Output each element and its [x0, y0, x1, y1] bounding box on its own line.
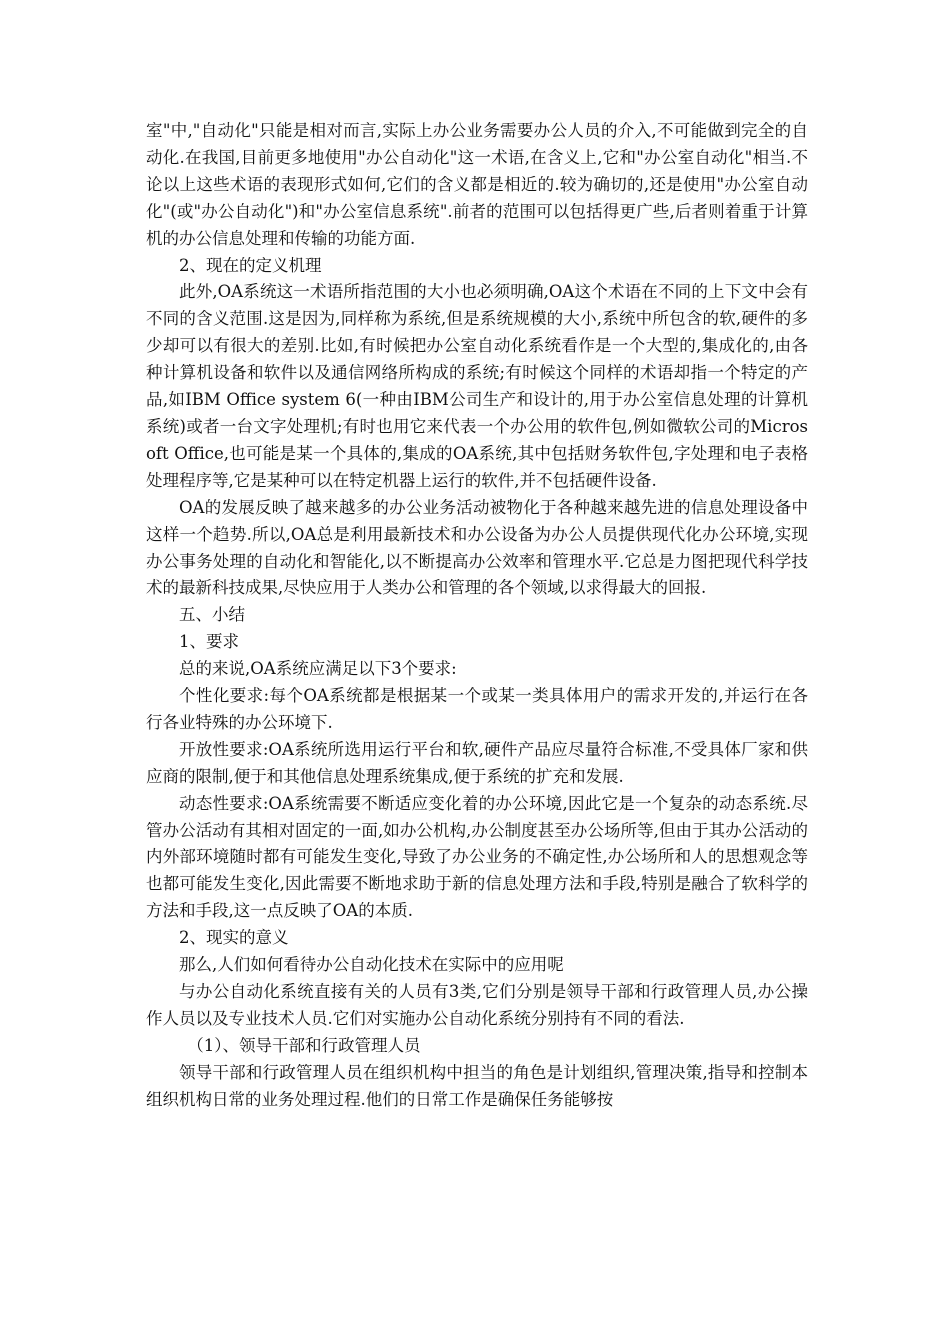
section-heading-requirements: 1、要求 — [179, 632, 239, 652]
document-page — [146, 118, 808, 1114]
section-heading-summary: 五、小结 — [179, 605, 245, 625]
paragraph-leaders-role: 领导干部和行政管理人员在组织机构中担当的角色是计划组织,管理决策,指导和控制本组织机构日常的业务处理过程.他们的日常工作是确保任务能够按 — [146, 1062, 808, 1109]
section-heading-definition-mechanism: 2、现在的定义机理 — [179, 255, 322, 275]
paragraph-continued: 室"中,"自动化"只能是相对而言,实际上办公业务需要办公人员的介入,不可能做到完全的自动化.在我国,目前更多地使用"办公自动化"这一术语,在含义上,它和"办公室自动化"相当.不论以上这些术语的表现形式如何,它们的含义都是相近的.较为确切的,还是使用"办公室自动化"(或"办公自动化")和"办公室信息系统".前者的范围可以包括得更广些,后者则着重于计算机的办公信息处理和传输的功能方面. — [146, 121, 808, 248]
subsection-heading-leaders: （1）、领导干部和行政管理人员 — [187, 1035, 421, 1055]
paragraph-oa-scope: 此外,OA系统这一术语所指范围的大小也必须明确,OA这个术语在不同的上下文中会有不同的含义范围.这是因为,同样称为系统,但是系统规模的大小,系统中所包含的软,硬件的多少却可以有很大的差别.比如,有时候把办公室自动化系统看作是一个大型的,集成化的,由各种计算机设备和软件以及通信网络所构成的系统;有时候这个同样的术语却指一个特定的产品,如IBM Office system 6(一种由IBM公司生产和设计的,用于办公室信息处理的计算机系统)或者一台文字处理机;有时也用它来代表一个办公用的软件包,例如微软公司的Microsoft Office,也可能是某一个具体的,集成的OA系统,其中包括财务软件包,字处理和电子表格处理程序等,它是某种可以在特定机器上运行的软件,并不包括硬件设备. — [146, 282, 808, 490]
paragraph-dynamics: 动态性要求:OA系统需要不断适应变化着的办公环境,因此它是一个复杂的动态系统.尽管办公活动有其相对固定的一面,如办公机构,办公制度甚至办公场所等,但由于其办公活动的内外部环境随时都有可能发生变化,导致了办公业务的不确定性,办公场所和人的思想观念等也都可能发生变化,因此需要不断地求助于新的信息处理方法和手段,特别是融合了软科学的方法和手段,这一点反映了OA的本质. — [146, 793, 808, 921]
paragraph-oa-development: OA的发展反映了越来越多的办公业务活动被物化于各种越来越先进的信息处理设备中这样一个趋势.所以,OA总是利用最新技术和办公设备为办公人员提供现代化办公环境,实现办公事务处理的自动化和智能化,以不断提高办公效率和管理水平.它总是力图把现代科学技术的最新科技成果,尽快应用于人类办公和管理的各个领域,以求得最大的回报. — [146, 497, 808, 598]
section-heading-practical-significance: 2、现实的意义 — [179, 928, 289, 948]
paragraph-requirements-intro: 总的来说,OA系统应满足以下3个要求: — [179, 659, 457, 679]
paragraph-three-groups: 与办公自动化系统直接有关的人员有3类,它们分别是领导干部和行政管理人员,办公操作人员以及专业技术人员.它们对实施办公自动化系统分别持有不同的看法. — [146, 982, 808, 1028]
paragraph-question: 那么,人们如何看待办公自动化技术在实际中的应用呢 — [179, 955, 564, 975]
paragraph-personalization: 个性化要求:每个OA系统都是根据某一个或某一类具体用户的需求开发的,并运行在各行各业特殊的办公环境下. — [146, 686, 808, 732]
paragraph-openness: 开放性要求:OA系统所选用运行平台和软,硬件产品应尽量符合标准,不受具体厂家和供应商的限制,便于和其他信息处理系统集成,便于系统的扩充和发展. — [146, 739, 808, 786]
